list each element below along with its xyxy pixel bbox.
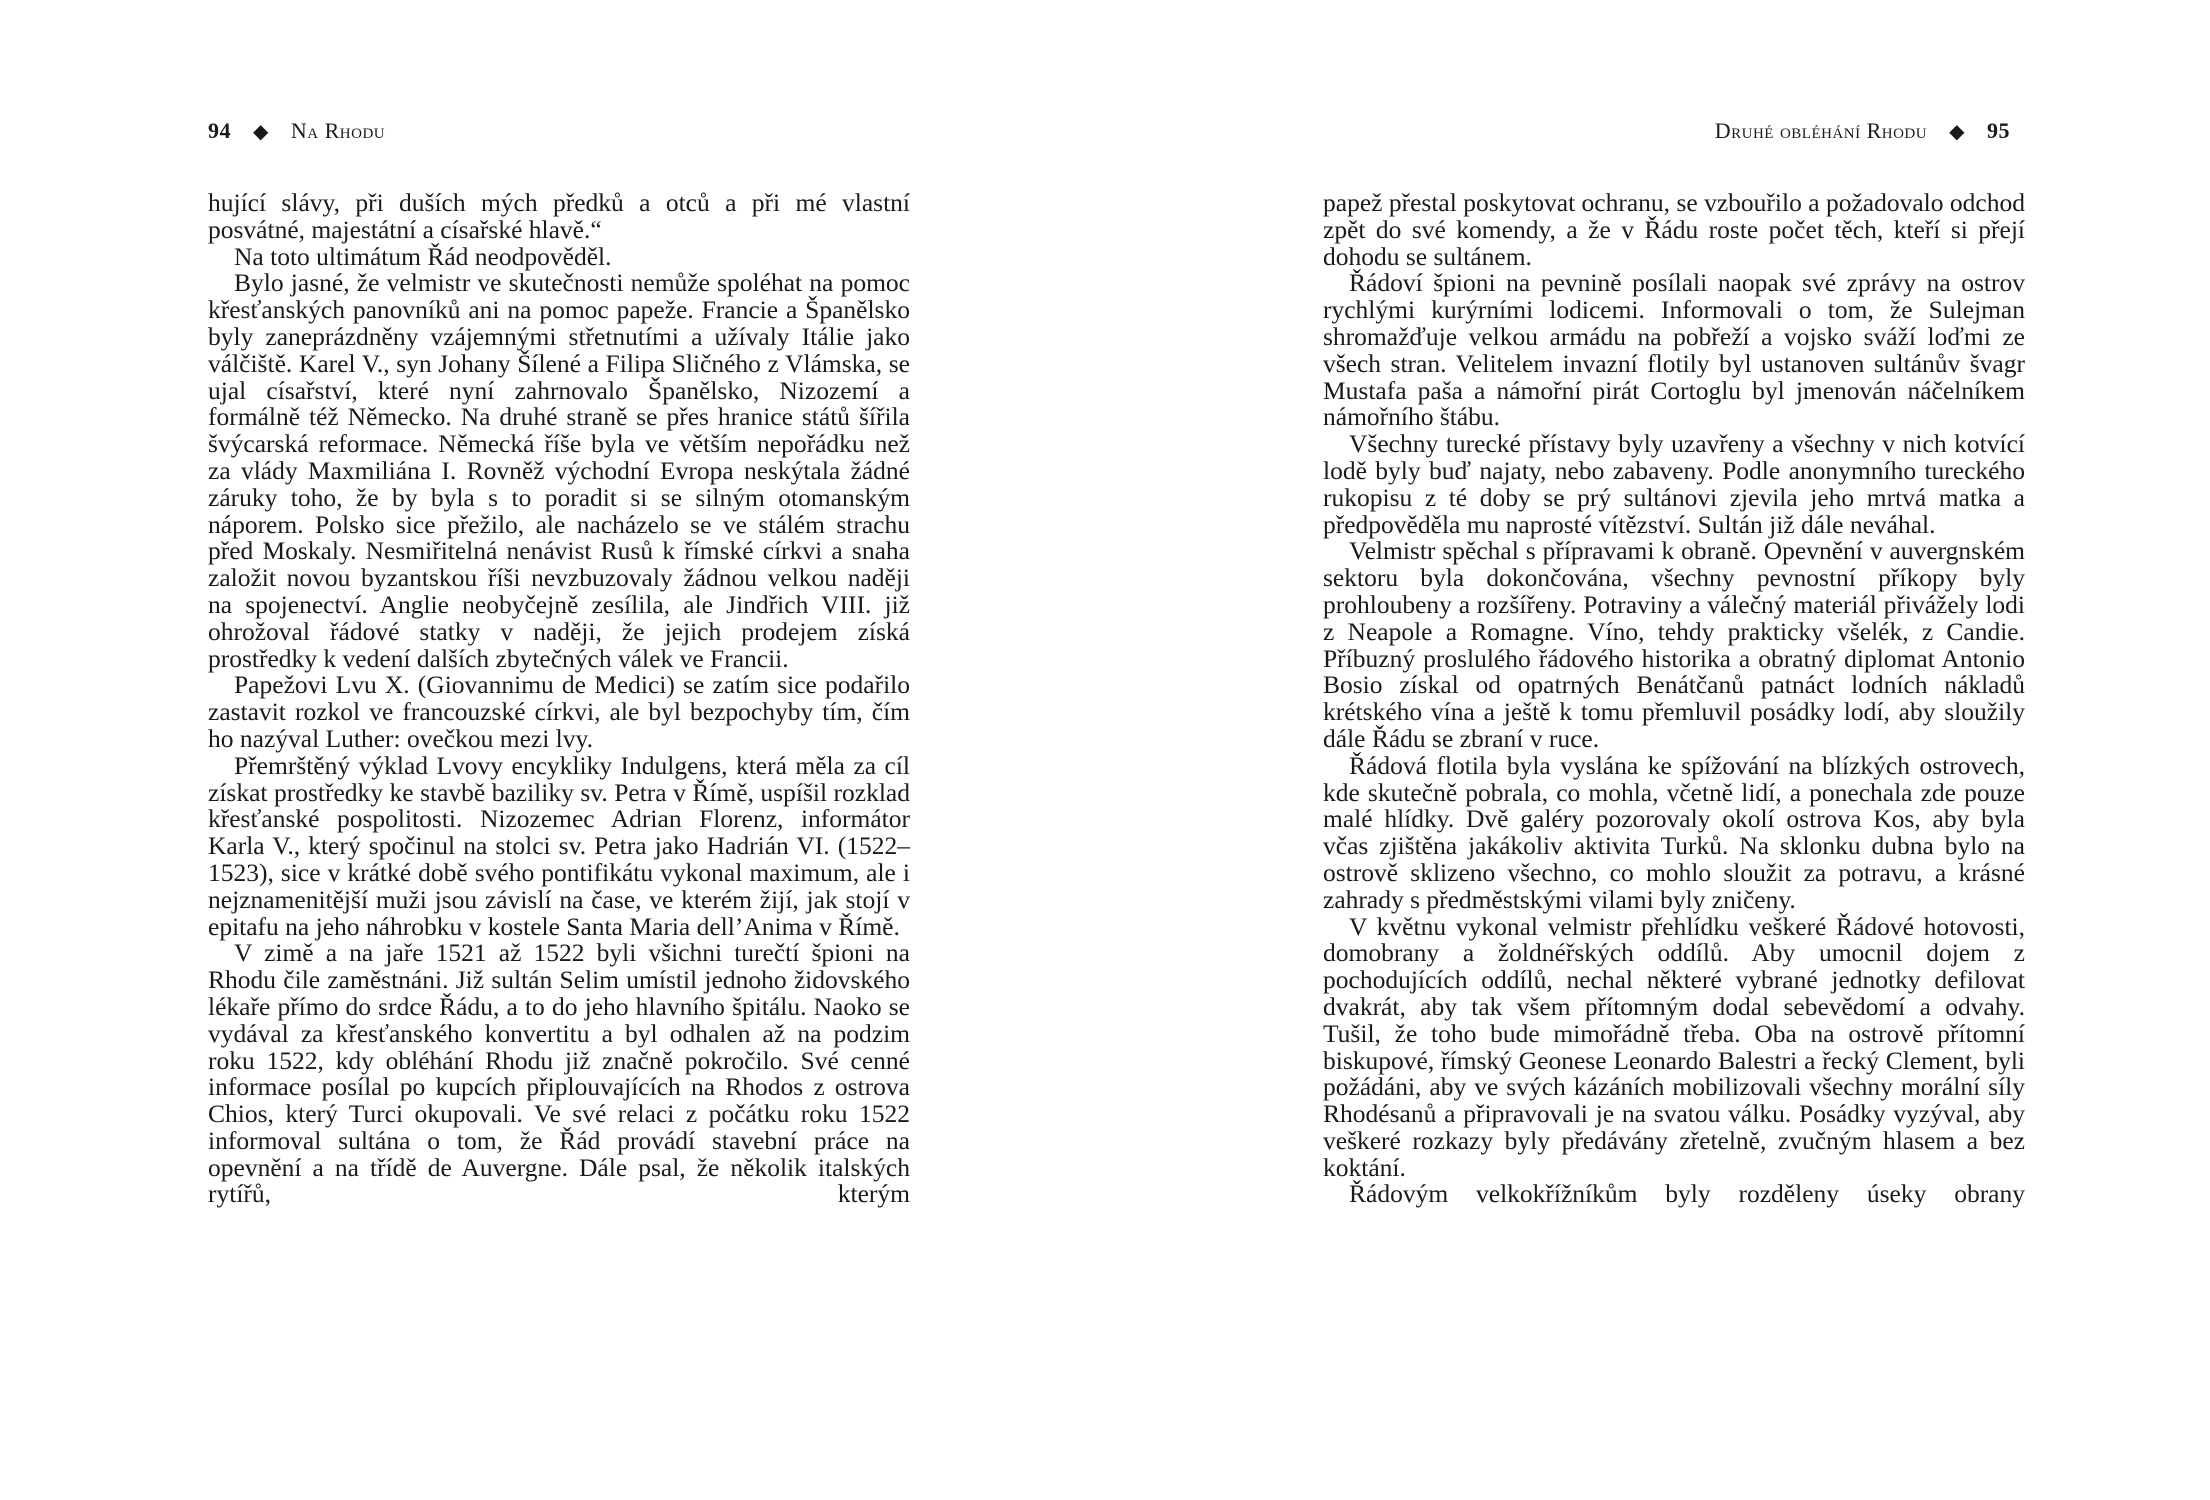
paragraph: Přemrštěný výklad Lvovy encykliky Indulgens, která měla za cíl získat prostředky ke stavbě baziliky sv. Petra v Římě, uspíšil rozklad křesťanské pospolitosti. Nizozemec Adrian Florenz, informátor Karla V., který spočinul na stolci sv. Petra jako Hadrián VI. (1522–1523), sice v krátké době svého pontifikátu vykonal maximum, ale i nejznamenitější muži jsou závislí na čase, ve kterém žijí, jak stojí v epitafu na jeho náhrobku v kostele Santa Maria dell’Anima v Římě. [208,750,910,941]
right-page [1105,0,2210,1500]
right-page-header [1715,118,2010,144]
paragraph: Řádoví špioni na pevnině posílali naopak své zprávy na ostrov rychlými kurýrními lodicemi. Informovali o tom, že Sulejman shromažďuje velkou armádu na pobřeží a vojsko sváží loďmi ze všech stran. Velitelem invazní flotily byl ustanoven sultánův švagr Mustafa paša a námořní pirát Cortoglu byl jmenován náčelníkem námořního štábu. [1323,268,2025,432]
running-head: Na Rhodu [290,118,386,143]
page-number: 94 [208,118,231,143]
paragraph: Řádová flotila byla vyslána ke spížování na blízkých ostrovech, kde skutečně pobrala, co mohla, včetně lidí, a ponechala zde pouze malé hlídky. Dvě galéry pozorovaly okolí ostrova Kos, aby byla včas zjištěna jakákoliv aktivita Turků. Na sklonku dubna bylo na ostrově sklizeno všechno, co mohlo sloužit za potravu, a krásné zahrady s předměstskými vilami byly zničeny. [1323,750,2025,914]
diamond-ornament-icon: ◆ [1949,120,1965,143]
right-page-body [1323,190,2025,1208]
paragraph: V květnu vykonal velmistr přehlídku veškeré Řádové hotovosti, domobrany a žoldnéřských oddílů. Aby umocnil dojem z pochodujících oddílů, nechal některé vybrané jednotky defilovat dvakrát, aby tak všem přítomným dodal sebevědomí a odvahy. Tušil, že toho bude mimořádně třeba. Oba na ostrově přítomní biskupové, římský Geonese Leonardo Balestri a řecký Clement, byli požádáni, aby ve svých kázáních mobilizovali všechny morální síly Rhodésanů a připravovali je na svatou válku. Posádky vyzýval, aby veškeré rozkazy byly předávány zřetelně, zvučným hlasem a bez koktání. [1323,911,2025,1182]
paragraph: Papežovi Lvu X. (Giovannimu de Medici) se zatím sice podařilo zastavit rozkol ve francouzské církvi, ale byl bezpochyby tím, čím ho nazýval Luther: ovečkou mezi lvy. [208,670,910,753]
paragraph: Na toto ultimátum Řád neodpověděl. [234,241,612,271]
left-page-body [208,190,910,1208]
running-head: Druhé obléhání Rhodu [1714,118,1928,143]
paragraph: Všechny turecké přístavy byly uzavřeny a všechny v nich kotvící lodě byly buď najaty, nebo zabaveny. Podle anonymního tureckého rukopisu z té doby se prý sultánovi zjevila jeho mrtvá matka a předpověděla mu naprosté vítězství. Sultán již dále neváhal. [1323,429,2025,539]
paragraph: Bylo jasné, že velmistr ve skutečnosti nemůže spoléhat na pomoc křesťanských panovníků ani na pomoc papeže. Francie a Španělsko byly zaneprázdněny vzájemnými střetnutími a užívaly Itálie jako válčiště. Karel V., syn Johany Šílené a Filipa Sličného z Vlámska, se ujal císařství, které nyní zahrnovalo Španělsko, Nizozemí a formálně též Německo. Na druhé straně se přes hranice států šířila švýcarská reformace. Německá říše byla ve větším nepořádku než za vlády Maxmiliána I. Rovněž východní Evropa neskýtala žádné záruky toho, že by byla s to poradit si se silným otomanským náporem. Polsko sice přežilo, ale nacházelo se ve stálém strachu před Moskaly. Nesmiřitelná nenávist Rusů k římské církvi a snaha založit novou byzantskou říši nevzbuzovaly žádnou velkou naději na spojenectví. Anglie neobyčejně zesílila, ale Jindřich VIII. již ohrožoval řádové statky v naději, že jejich prodejem získá prostředky k vedení dalších zbytečných válek ve Francii. [208,268,910,673]
paragraph: V zimě a na jaře 1521 až 1522 byli všichni turečtí špioni na Rhodu čile zaměstnáni. Již sultán Selim umístil jednoho židovského lékaře přímo do srdce Řádu, a to do jeho hlavního špitálu. Naoko se vydával za křesťanského konvertitu a byl odhalen až na podzim roku 1522, kdy obléhání Rhodu již značně pokročilo. Své cenné informace posílal po kupcích připlouvajících na Rhodos z ostrova Chios, který Turci okupovali. Ve své relaci z počátku roku 1522 informoval sultána o tom, že Řád provádí stavební práce na opevnění a na třídě de Auvergne. Dále psal, že několik italských rytířů, kterým [208,938,910,1209]
paragraph: papež přestal poskytovat ochranu, se vzbouřilo a požadovalo odchod zpět do své komendy, a že v Řádu roste počet těch, kteří si přejí dohodu se sultánem. [1323,188,2025,271]
paragraph: hující slávy, při duších mých předků a otců a při mé vlastní posvátné, majestátní a císařské hlavě.“ [208,188,910,244]
paragraph: Velmistr spěchal s přípravami k obraně. Opevnění v auvergnském sektoru byla dokončována, všechny pevnostní příkopy byly prohloubeny a rozšířeny. Potraviny a válečný materiál přivážely lodi z Neapole a Romagne. Víno, tehdy prakticky všelék, z Candie. Příbuzný proslulého řádového historika a obratný diplomat Antonio Bosio získal od opatrných Benátčanů patnáct lodních nákladů krétského vína a ještě k tomu přemluvil posádky lodí, aby sloužily dále Řádu se zbraní v ruce. [1323,536,2025,753]
diamond-ornament-icon: ◆ [253,120,269,143]
paragraph: Řádovým velkokřížníkům byly rozděleny úseky obrany [1349,1179,2025,1209]
left-page-header [208,118,385,144]
page-number: 95 [1987,118,2010,143]
